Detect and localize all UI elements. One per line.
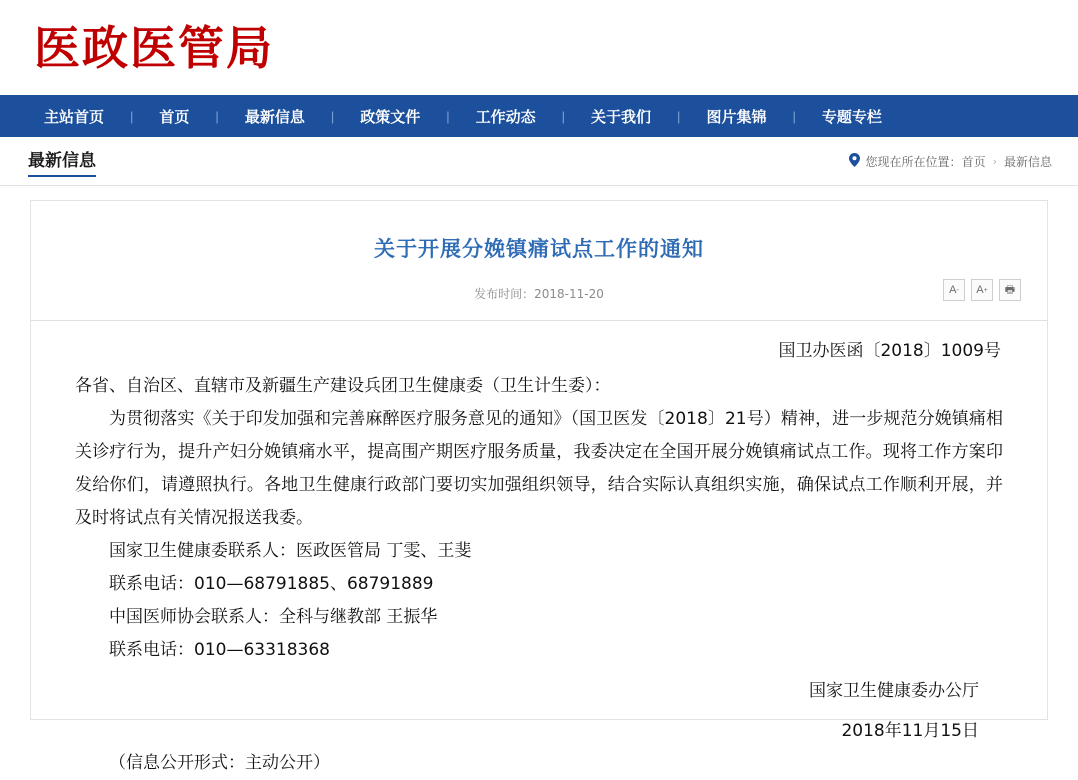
increase-font-label: A [976,284,984,296]
document-paragraph: 为贯彻落实《关于印发加强和完善麻醉医疗服务意见的通知》（国卫医发〔2018〕21号）精神，进一步规范分娩镇痛相关诊疗行为，提升产妇分娩镇痛水平，提高围产期医疗服务质量，我委决定在全国开展分娩镇痛试点工作。现将工作方案印发给你们，请遵照执行。各地卫生健康行政部门要切实加强组织领导，结合实际认真组织实施，确保试点工作顺利开展，并及时将试点有关情况报送我委。 [75,409,1003,528]
breadcrumb-item-latest-news[interactable]: 最新信息 [1003,154,1052,169]
nav-separator: | [677,108,681,124]
document-footnote: （信息公开形式：主动公开） [109,753,330,773]
document-addressee: 各省、自治区、直辖市及新疆生产建设兵团卫生健康委（卫生计生委）： [75,376,611,396]
location-pin-icon [849,153,860,167]
nav-separator: | [330,108,335,124]
print-button[interactable] [999,279,1021,301]
document-contact-line: 中国医师协会联系人：全科与继教部 王振华 [109,607,438,627]
breadcrumb-separator: › [992,154,997,168]
nav-item-latest-news[interactable]: 最新信息 [244,107,305,126]
nav-separator: | [561,108,566,124]
article-card [30,200,1048,773]
breadcrumb-prefix: 您现在所在位置： [865,154,962,169]
site-header [0,0,1078,95]
decrease-font-label: A [949,284,957,296]
main-navigation [0,95,1078,137]
document-contact-line: 国家卫生健康委联系人：医政医管局 丁雯、王斐 [109,541,472,561]
nav-item-work-updates[interactable]: 工作动态 [475,107,536,126]
document-number: 国卫办医函〔2018〕1009号 [778,341,1001,361]
nav-item-policy-documents[interactable]: 政策文件 [360,107,421,126]
article-title: 关于开展分娩镇痛试点工作的通知 [374,237,704,261]
nav-item-main-home[interactable]: 主站首页 [44,107,105,126]
page-title: 最新信息 [28,146,96,177]
decrease-font-sup: - [956,286,959,294]
nav-separator: | [215,108,219,124]
article-body [63,321,1015,780]
nav-item-about-us[interactable]: 关于我们 [591,107,652,126]
nav-separator: | [446,108,450,124]
document-signature: 国家卫生健康委办公厅 [809,681,979,701]
nav-separator: | [130,108,134,124]
nav-item-special-topics[interactable]: 专题专栏 [821,107,882,126]
article-publish-time: 发布时间：2018-11-20 [474,287,604,301]
article-tools [943,279,1021,301]
document-contact-line: 联系电话：010—63318368 [109,640,330,660]
sub-header [0,137,1078,185]
nav-separator: | [792,108,796,124]
breadcrumb [849,153,1052,170]
increase-font-button[interactable] [971,279,993,301]
document-contact-line: 联系电话：010—68791885、68791889 [109,574,434,594]
site-logo: 医政医管局 [34,20,274,75]
nav-item-home[interactable]: 首页 [159,107,190,126]
document-sign-date: 2018年11月15日 [841,721,979,741]
nav-item-photo-gallery[interactable]: 图片集锦 [706,107,767,126]
breadcrumb-item-home[interactable]: 首页 [961,154,986,169]
decrease-font-button[interactable] [943,279,965,301]
printer-icon: 🖶 [1004,283,1016,296]
increase-font-sup: + [983,286,988,294]
content-area [0,186,1078,773]
